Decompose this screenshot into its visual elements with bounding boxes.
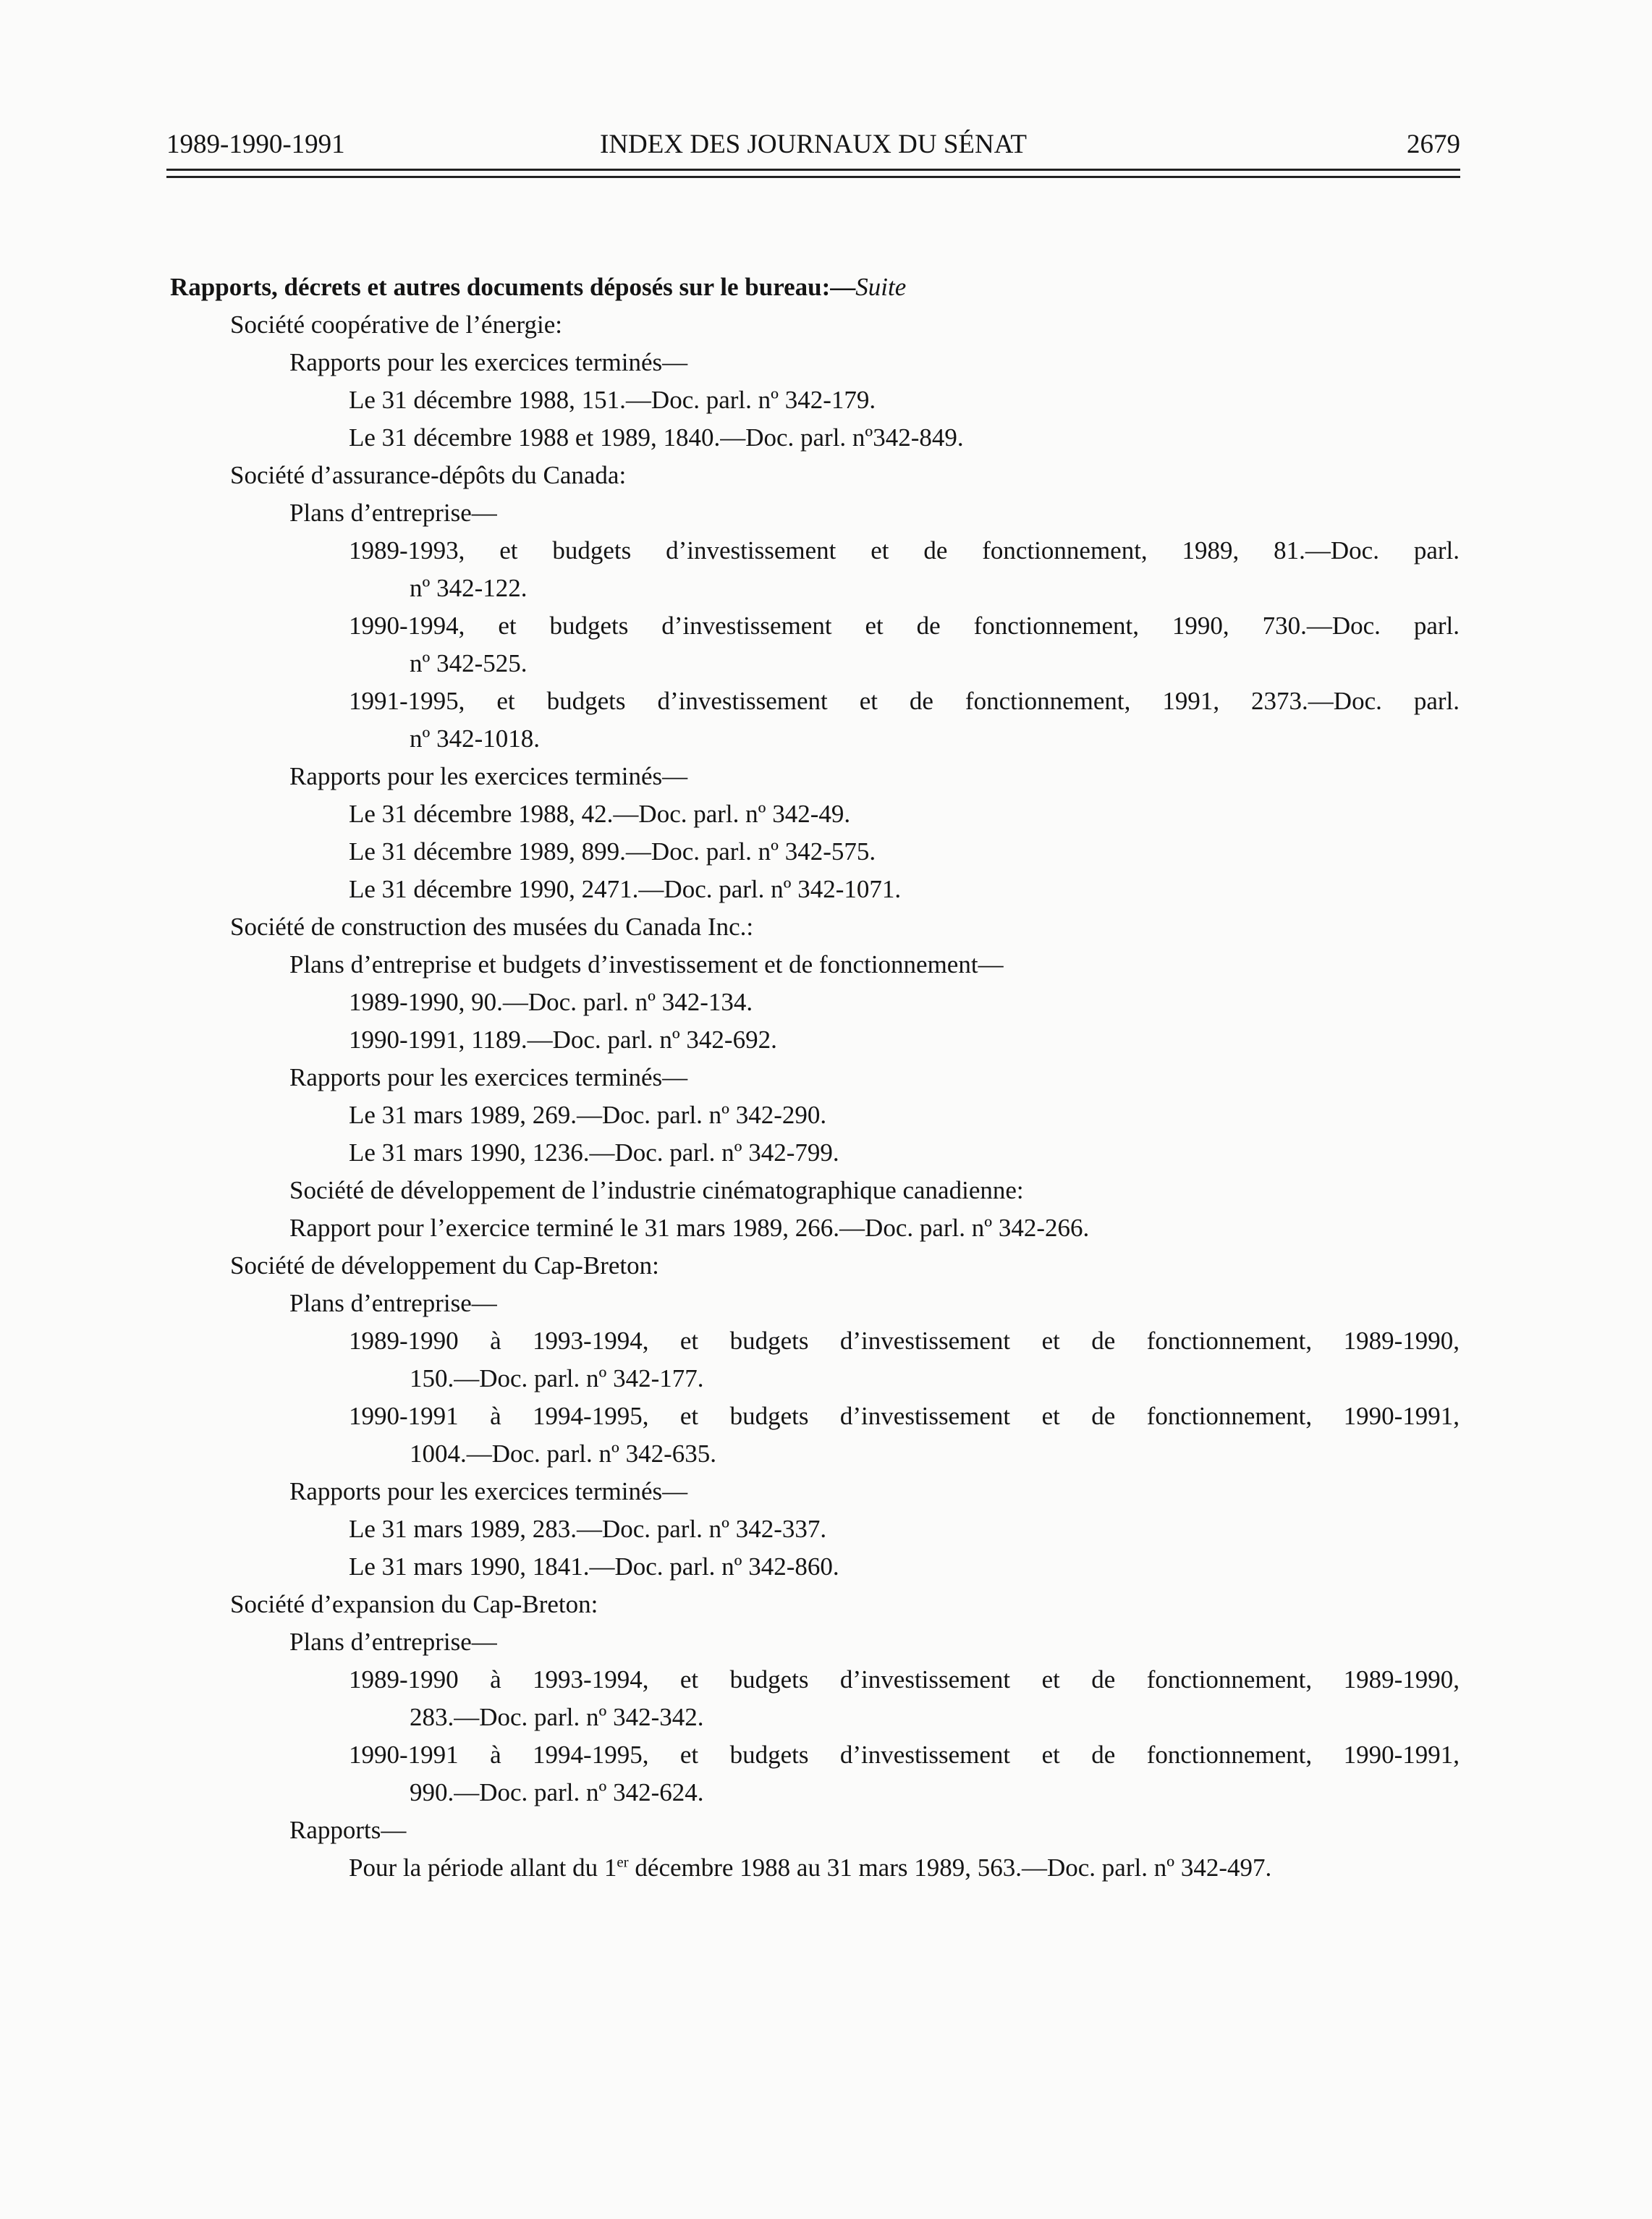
sub-heading: Plans d’entreprise— xyxy=(289,1628,497,1656)
index-entry: 1990-1994, et budgets d’investissement et de fonctionnement, 1990, 730.—Doc. parl. xyxy=(349,612,1460,640)
index-entry: Le 31 mars 1990, 1841.—Doc. parl. nº 342-860. xyxy=(349,1552,839,1581)
sub-heading: Rapports pour les exercices terminés— xyxy=(289,1477,688,1505)
sub-heading: Rapports pour les exercices terminés— xyxy=(289,348,688,376)
index-entry: Le 31 décembre 1988, 42.—Doc. parl. nº 342-49. xyxy=(349,800,851,828)
index-entry: Le 31 décembre 1988 et 1989, 1840.—Doc. parl. nº342-849. xyxy=(349,423,964,452)
index-entry: 1989-1990, 90.—Doc. parl. nº 342-134. xyxy=(349,988,753,1016)
sub-heading: Rapports pour les exercices terminés— xyxy=(289,1063,688,1091)
sub-heading: Rapports— xyxy=(289,1816,407,1844)
index-entry: 1989-1990 à 1993-1994, et budgets d’investissement et de fonctionnement, 1989-1990, xyxy=(349,1665,1460,1694)
index-entry xyxy=(349,1849,1271,1887)
index-entry: Le 31 mars 1989, 283.—Doc. parl. nº 342-337. xyxy=(349,1515,827,1543)
index-entry: Le 31 décembre 1990, 2471.—Doc. parl. nº 342-1071. xyxy=(349,875,902,903)
entry-title: Société de développement de l’industrie cinématographique canadienne: xyxy=(289,1176,1024,1204)
entry-title: Société d’expansion du Cap-Breton: xyxy=(230,1590,598,1618)
header-years: 1989-1990-1991 xyxy=(166,130,345,159)
index-entry-cont: 150.—Doc. parl. nº 342-177. xyxy=(410,1364,704,1392)
running-header xyxy=(166,129,1460,165)
sub-heading: Plans d’entreprise— xyxy=(289,1289,497,1317)
entry-text: Pour la période allant du 1 xyxy=(349,1854,617,1882)
section-heading-text: Rapports, décrets et autres documents déposés sur le bureau:— xyxy=(170,273,856,301)
sub-heading: Plans d’entreprise— xyxy=(289,499,497,527)
index-entry-cont: nº 342-122. xyxy=(410,574,528,602)
section-heading xyxy=(170,269,906,306)
entry-text: décembre 1988 au 31 mars 1989, 563.—Doc. parl. nº 342-497. xyxy=(628,1854,1272,1882)
index-entry-cont: nº 342-525. xyxy=(410,649,528,677)
index-entry: Rapport pour l’exercice terminé le 31 mars 1989, 266.—Doc. parl. nº 342-266. xyxy=(289,1214,1090,1242)
index-entry: 1990-1991 à 1994-1995, et budgets d’investissement et de fonctionnement, 1990-1991, xyxy=(349,1402,1460,1430)
suite-label: Suite xyxy=(855,273,907,301)
index-entry-cont: 283.—Doc. parl. nº 342-342. xyxy=(410,1703,704,1731)
entry-title: Société de construction des musées du Canada Inc.: xyxy=(230,913,754,941)
index-entry: 1990-1991 à 1994-1995, et budgets d’investissement et de fonctionnement, 1990-1991, xyxy=(349,1741,1460,1769)
index-entry: Le 31 décembre 1988, 151.—Doc. parl. nº 342-179. xyxy=(349,386,876,414)
page-number: 2679 xyxy=(1407,130,1460,159)
index-entry: 1990-1991, 1189.—Doc. parl. nº 342-692. xyxy=(349,1026,777,1054)
entry-title: Société d’assurance-dépôts du Canada: xyxy=(230,461,627,489)
sub-heading: Plans d’entreprise et budgets d’investissement et de fonctionnement— xyxy=(289,950,1004,979)
index-entry: Le 31 décembre 1989, 899.—Doc. parl. nº 342-575. xyxy=(349,837,876,866)
index-entry-cont: 990.—Doc. parl. nº 342-624. xyxy=(410,1778,704,1806)
header-rule-top xyxy=(166,169,1460,171)
index-entry-cont: nº 342-1018. xyxy=(410,724,541,753)
index-entry: 1989-1993, et budgets d’investissement et de fonctionnement, 1989, 81.—Doc. parl. xyxy=(349,536,1460,565)
index-entry: 1991-1995, et budgets d’investissement et de fonctionnement, 1991, 2373.—Doc. parl. xyxy=(349,687,1460,715)
header-title: INDEX DES JOURNAUX DU SÉNAT xyxy=(600,130,1027,159)
index-entry: Le 31 mars 1990, 1236.—Doc. parl. nº 342-799. xyxy=(349,1138,839,1167)
index-entry: 1989-1990 à 1993-1994, et budgets d’investissement et de fonctionnement, 1989-1990, xyxy=(349,1327,1460,1355)
entry-title: Société de développement du Cap-Breton: xyxy=(230,1251,659,1280)
index-entry: Le 31 mars 1989, 269.—Doc. parl. nº 342-290. xyxy=(349,1101,827,1129)
sub-heading: Rapports pour les exercices terminés— xyxy=(289,762,688,790)
header-rule-bottom xyxy=(166,176,1460,178)
ordinal-superscript: er xyxy=(617,1853,629,1871)
entry-title: Société coopérative de l’énergie: xyxy=(230,310,562,339)
index-entry-cont: 1004.—Doc. parl. nº 342-635. xyxy=(410,1440,716,1468)
